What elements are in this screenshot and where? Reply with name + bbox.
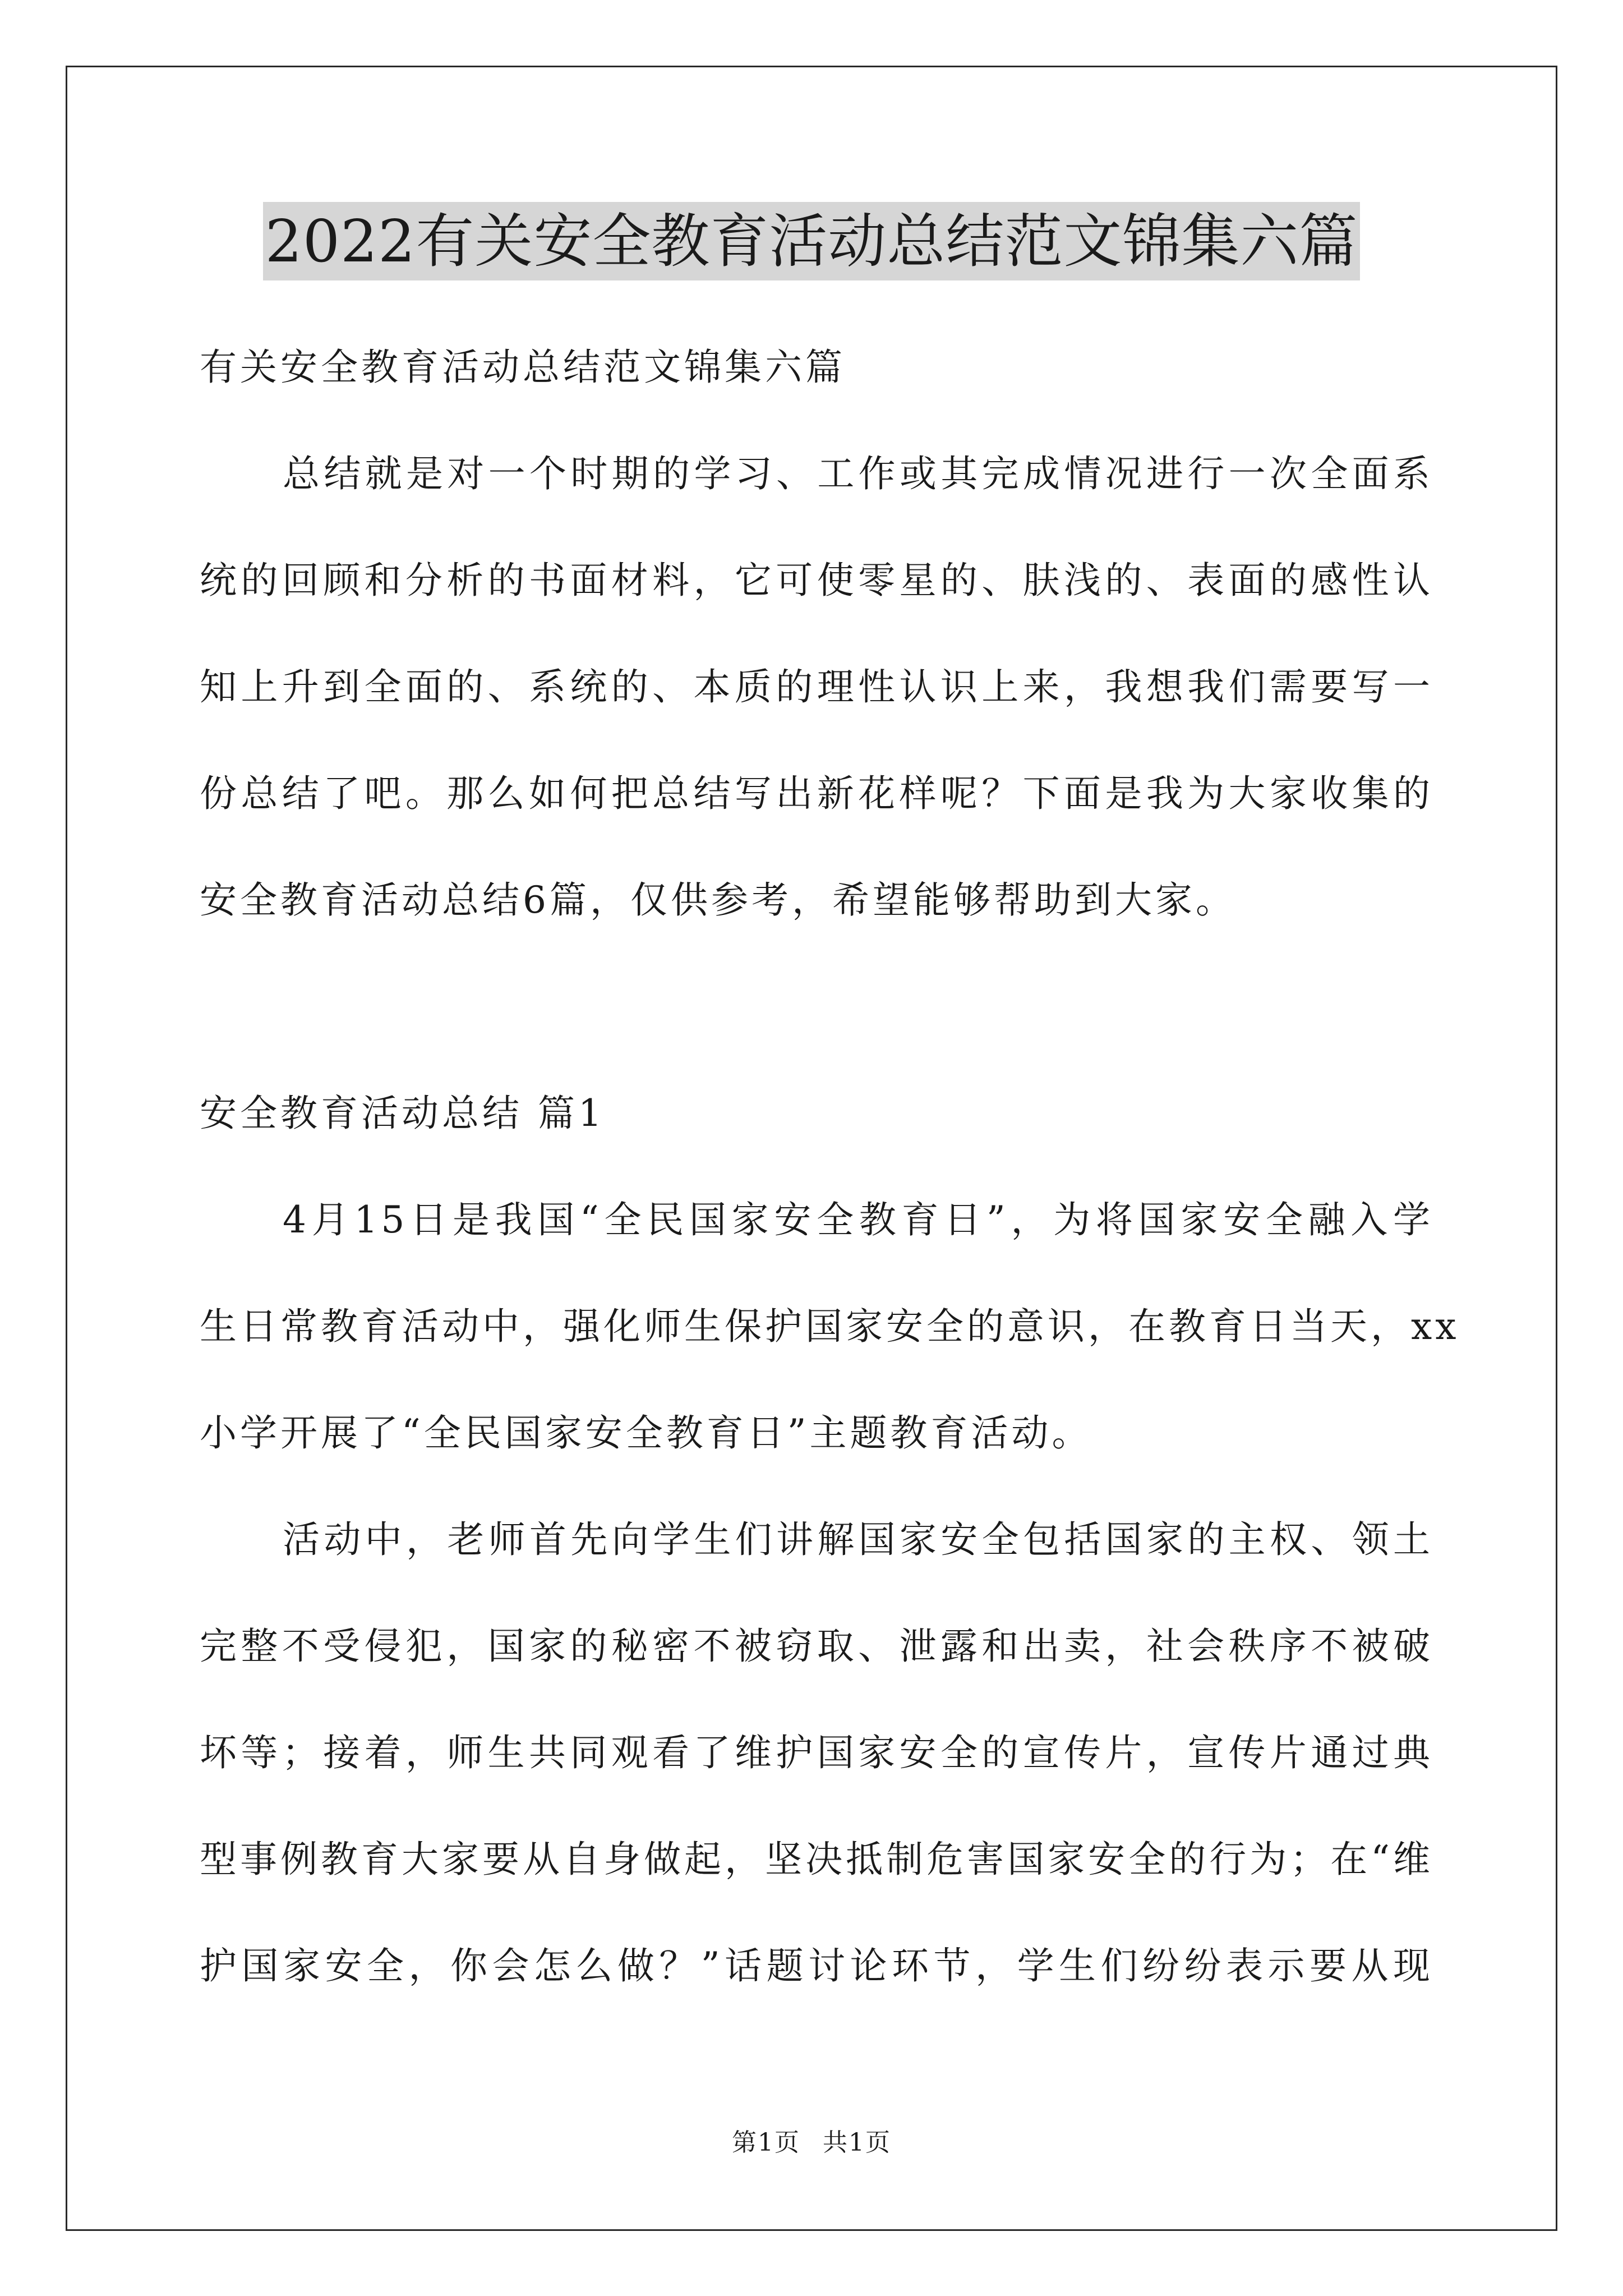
intro-line: 安全教育活动总结6篇，仅供参考，希望能够帮助到大家。 bbox=[200, 878, 1236, 922]
paragraph2-line: 护国家安全，你会怎么做？”话题讨论环节，学生们纷纷表示要从现 bbox=[200, 1944, 1433, 1987]
paragraph-gap bbox=[200, 954, 1433, 1060]
paragraph1-line: 小学开展了“全民国家安全教育日”主题教育活动。 bbox=[200, 1411, 1092, 1455]
intro-line: 知上升到全面的、系统的、本质的理性认识上来，我想我们需要写一 bbox=[200, 665, 1433, 708]
paragraph1-line: 生日常教育活动中，强化师生保护国家安全的意识，在教育日当天，xx bbox=[200, 1305, 1460, 1348]
intro-line: 统的回顾和分析的书面材料，它可使零星的、肤浅的、表面的感性认 bbox=[200, 559, 1433, 602]
paragraph2-line: 完整不受侵犯，国家的秘密不被窃取、泄露和出卖，社会秩序不被破 bbox=[200, 1625, 1433, 1668]
page-footer bbox=[0, 2126, 1623, 2160]
paragraph2-line: 活动中，老师首先向学生们讲解国家安全包括国家的主权、领土 bbox=[283, 1518, 1433, 1561]
title-container bbox=[0, 202, 1623, 280]
document-body bbox=[200, 314, 1460, 2019]
document-title: 2022有关安全教育活动总结范文锦集六篇 bbox=[263, 202, 1361, 280]
page-number: 第1页 bbox=[732, 2128, 800, 2157]
paragraph2-line: 坏等；接着，师生共同观看了维护国家安全的宣传片，宣传片通过典 bbox=[200, 1731, 1433, 1774]
section-heading: 安全教育活动总结 篇1 bbox=[200, 1092, 605, 1135]
paragraph1-line: 4月15日是我国“全民国家安全教育日”，为将国家安全融入学 bbox=[283, 1198, 1433, 1241]
paragraph2-line: 型事例教育大家要从自身做起，坚决抵制危害国家安全的行为；在“维 bbox=[200, 1838, 1433, 1881]
page-total: 共1页 bbox=[823, 2128, 891, 2157]
intro-line: 份总结了吧。那么如何把总结写出新花样呢？下面是我为大家收集的 bbox=[200, 772, 1433, 815]
document-subtitle: 有关安全教育活动总结范文锦集六篇 bbox=[200, 346, 846, 389]
intro-line: 总结就是对一个时期的学习、工作或其完成情况进行一次全面系 bbox=[283, 452, 1433, 495]
